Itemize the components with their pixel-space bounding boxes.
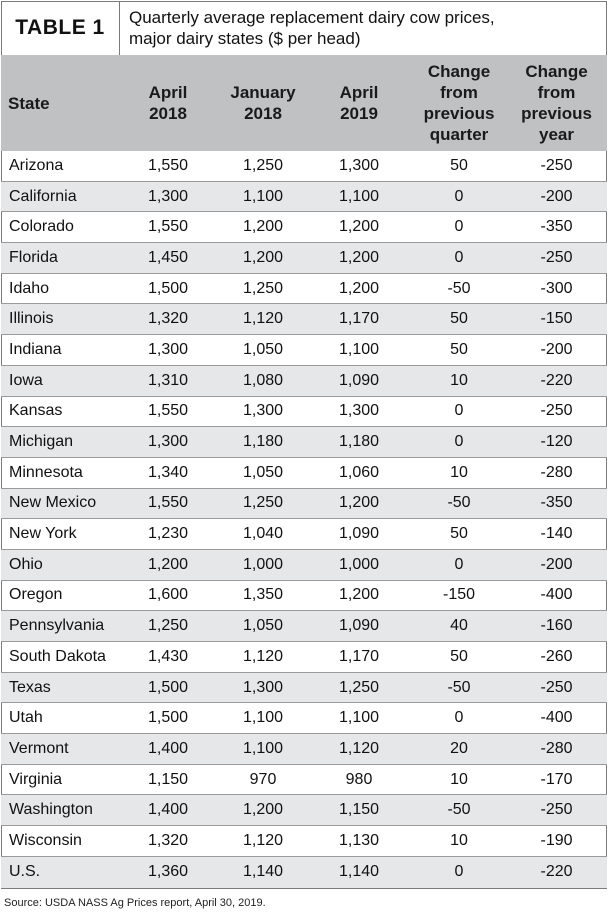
cell-change-year: -250 <box>540 248 573 266</box>
header-april-2018 <box>119 55 217 151</box>
cell-january-2018: 1,300 <box>242 678 284 696</box>
cell-state: Texas <box>9 678 51 696</box>
cell-january-2018: 1,200 <box>242 248 284 266</box>
table-row <box>1 519 607 550</box>
cell-state: South Dakota <box>9 647 106 665</box>
cell-state: Washington <box>9 801 93 819</box>
cell-april-2018: 1,300 <box>147 340 189 358</box>
cell-state: Iowa <box>9 371 43 389</box>
cell-change-quarter: 0 <box>454 863 464 881</box>
cell-april-2018: 1,230 <box>147 525 189 543</box>
table-body <box>1 151 607 888</box>
cell-april-2019: 980 <box>345 770 373 788</box>
cell-april-2018: 1,310 <box>147 371 189 389</box>
title-divider <box>119 1 120 55</box>
cell-april-2018: 1,320 <box>147 310 189 328</box>
cell-state: New York <box>9 525 77 543</box>
table-row <box>1 611 607 642</box>
cell-april-2018: 1,600 <box>147 586 189 604</box>
cell-state: U.S. <box>9 863 41 881</box>
cell-april-2018: 1,200 <box>147 555 189 573</box>
cell-january-2018: 1,050 <box>242 617 284 635</box>
cell-january-2018: 1,120 <box>242 831 284 849</box>
cell-april-2018: 1,450 <box>147 248 189 266</box>
cell-april-2019: 1,100 <box>338 709 380 727</box>
cell-change-quarter: 10 <box>450 371 468 389</box>
cell-change-quarter: 0 <box>454 402 464 420</box>
cell-april-2019: 1,100 <box>338 340 380 358</box>
header-line: 2019 <box>340 104 378 123</box>
table-row <box>1 795 607 826</box>
cell-state: Virginia <box>9 770 63 788</box>
header-line: 2018 <box>149 104 187 123</box>
header-line: previous <box>423 104 495 123</box>
table-row <box>1 243 607 274</box>
table-title <box>129 7 599 49</box>
cell-january-2018: 970 <box>249 770 277 788</box>
cell-change-year: -120 <box>540 433 573 451</box>
cell-change-year: -170 <box>540 770 573 788</box>
cell-state: Michigan <box>9 433 74 451</box>
header-january-2018 <box>213 55 313 151</box>
cell-change-year: -160 <box>540 617 573 635</box>
cell-change-year: -200 <box>540 340 573 358</box>
cell-april-2019: 1,300 <box>338 156 380 174</box>
cell-april-2018: 1,300 <box>147 187 189 205</box>
cell-april-2018: 1,550 <box>147 218 189 236</box>
cell-january-2018: 1,250 <box>242 156 284 174</box>
cell-april-2019: 1,170 <box>338 647 380 665</box>
table-row <box>1 397 607 428</box>
cell-state: Indiana <box>9 340 62 358</box>
cell-april-2019: 1,170 <box>338 310 380 328</box>
cell-april-2019: 1,090 <box>338 617 380 635</box>
cell-change-year: -150 <box>540 310 573 328</box>
cell-change-quarter: -50 <box>447 279 471 297</box>
table-title-line-1: Quarterly average replacement dairy cow prices, <box>129 8 495 27</box>
cell-january-2018: 1,050 <box>242 463 284 481</box>
cell-april-2019: 1,200 <box>338 218 380 236</box>
table-number-label: TABLE 1 <box>15 16 105 39</box>
cell-january-2018: 1,050 <box>242 340 284 358</box>
cell-change-quarter: -50 <box>447 801 471 819</box>
cell-april-2019: 1,130 <box>338 831 380 849</box>
cell-january-2018: 1,080 <box>242 371 284 389</box>
cell-change-quarter: 50 <box>450 156 468 174</box>
cell-state: Oregon <box>9 586 63 604</box>
cell-change-quarter: 50 <box>450 647 468 665</box>
cell-state: Wisconsin <box>9 831 82 849</box>
cell-change-year: -400 <box>540 709 573 727</box>
cell-january-2018: 1,250 <box>242 279 284 297</box>
table-header <box>1 55 607 151</box>
cell-change-year: -250 <box>540 801 573 819</box>
cell-change-year: -190 <box>540 831 573 849</box>
source-note: Source: USDA NASS Ag Prices report, April 30, 2019. <box>4 897 266 909</box>
cell-change-quarter: 50 <box>450 340 468 358</box>
cell-state: Vermont <box>9 739 69 757</box>
table-row <box>1 212 607 243</box>
cell-january-2018: 1,100 <box>242 187 284 205</box>
cell-state: Colorado <box>9 218 74 236</box>
cell-april-2019: 1,100 <box>338 187 380 205</box>
cell-state: Ohio <box>9 555 43 573</box>
cell-change-quarter: 10 <box>450 831 468 849</box>
table-row <box>1 304 607 335</box>
table-row <box>1 703 607 734</box>
cell-april-2018: 1,430 <box>147 647 189 665</box>
table-title-line-2: major dairy states ($ per head) <box>129 29 361 48</box>
cell-state: New Mexico <box>9 494 97 512</box>
table-row <box>1 335 607 366</box>
cell-january-2018: 1,200 <box>242 218 284 236</box>
cell-january-2018: 1,200 <box>242 801 284 819</box>
table-row <box>1 489 607 520</box>
cell-change-quarter: 40 <box>450 617 468 635</box>
table-row <box>1 366 607 397</box>
cell-state: Minnesota <box>9 463 83 481</box>
cell-april-2019: 1,200 <box>338 248 380 266</box>
cell-change-quarter: 0 <box>454 555 464 573</box>
cell-change-quarter: 50 <box>450 310 468 328</box>
header-line: previous <box>521 104 592 123</box>
cell-april-2018: 1,250 <box>147 617 189 635</box>
cell-january-2018: 1,120 <box>242 647 284 665</box>
header-line: quarter <box>429 125 489 144</box>
cell-change-quarter: 0 <box>454 248 464 266</box>
table-row <box>1 151 607 182</box>
cell-january-2018: 1,140 <box>242 863 284 881</box>
cell-change-quarter: -50 <box>447 678 471 696</box>
cell-april-2019: 1,300 <box>338 402 380 420</box>
header-change-quarter <box>406 55 512 151</box>
cell-april-2018: 1,340 <box>147 463 189 481</box>
cell-april-2019: 1,060 <box>338 463 380 481</box>
cell-change-year: -280 <box>540 463 573 481</box>
cell-april-2019: 1,120 <box>338 739 380 757</box>
table-row <box>1 642 607 673</box>
table-row <box>1 458 607 489</box>
cell-april-2019: 1,200 <box>338 586 380 604</box>
cell-april-2018: 1,360 <box>147 863 189 881</box>
cell-change-year: -400 <box>540 586 573 604</box>
table-row <box>1 673 607 704</box>
cell-change-year: -300 <box>540 279 573 297</box>
cell-state: Kansas <box>9 402 63 420</box>
table-row <box>1 427 607 458</box>
cell-january-2018: 1,180 <box>242 433 284 451</box>
header-line: April <box>148 83 188 102</box>
table-row <box>1 274 607 305</box>
cell-april-2019: 1,000 <box>338 555 380 573</box>
cell-change-year: -250 <box>540 156 573 174</box>
cell-april-2019: 1,150 <box>338 801 380 819</box>
cell-change-quarter: 0 <box>454 709 464 727</box>
cell-state: Illinois <box>9 310 54 328</box>
cell-january-2018: 1,300 <box>242 402 284 420</box>
cell-january-2018: 1,100 <box>242 739 284 757</box>
cell-change-quarter: -50 <box>447 494 471 512</box>
cell-change-quarter: 10 <box>450 770 468 788</box>
cell-april-2019: 1,090 <box>338 525 380 543</box>
cell-april-2018: 1,500 <box>147 709 189 727</box>
table-row <box>1 550 607 581</box>
table-row <box>1 826 607 857</box>
cell-state: Idaho <box>9 279 50 297</box>
cell-april-2019: 1,200 <box>338 279 380 297</box>
header-line: April <box>339 83 379 102</box>
header-line: year <box>539 125 574 144</box>
cell-change-year: -280 <box>540 739 573 757</box>
cell-state: California <box>9 187 77 205</box>
header-line: January <box>230 83 296 102</box>
cell-change-year: -200 <box>540 555 573 573</box>
cell-state: Arizona <box>9 156 64 174</box>
cell-change-year: -140 <box>540 525 573 543</box>
cell-april-2019: 1,140 <box>338 863 380 881</box>
table-row <box>1 581 607 612</box>
header-change-year <box>506 55 607 151</box>
cell-january-2018: 1,120 <box>242 310 284 328</box>
cell-state: Florida <box>9 248 58 266</box>
cell-january-2018: 1,000 <box>242 555 284 573</box>
cell-april-2018: 1,550 <box>147 156 189 174</box>
cell-change-quarter: -150 <box>442 586 476 604</box>
cell-change-quarter: 0 <box>454 187 464 205</box>
cell-april-2019: 1,090 <box>338 371 380 389</box>
cell-change-year: -250 <box>540 402 573 420</box>
cell-april-2018: 1,400 <box>147 801 189 819</box>
cell-change-year: -220 <box>540 863 573 881</box>
header-april-2019 <box>311 55 407 151</box>
header-line: from <box>440 83 478 102</box>
cell-april-2019: 1,180 <box>338 433 380 451</box>
cell-january-2018: 1,250 <box>242 494 284 512</box>
cell-january-2018: 1,040 <box>242 525 284 543</box>
table-title-bar <box>1 1 607 55</box>
cell-state: Pennsylvania <box>9 617 105 635</box>
cell-change-quarter: 10 <box>450 463 468 481</box>
header-line: 2018 <box>244 104 282 123</box>
cell-april-2018: 1,300 <box>147 433 189 451</box>
cell-change-quarter: 0 <box>454 433 464 451</box>
cell-change-year: -220 <box>540 371 573 389</box>
table-row <box>1 857 607 888</box>
table-row <box>1 182 607 213</box>
table-row <box>1 765 607 796</box>
cell-april-2018: 1,150 <box>147 770 189 788</box>
cell-april-2018: 1,500 <box>147 678 189 696</box>
cell-state: Utah <box>9 709 43 727</box>
cell-change-year: -350 <box>540 494 573 512</box>
cell-change-year: -250 <box>540 678 573 696</box>
header-line: Change <box>525 62 588 81</box>
header-state: State <box>8 93 50 113</box>
header-line: Change <box>427 62 491 81</box>
cell-change-quarter: 0 <box>454 218 464 236</box>
cell-april-2018: 1,400 <box>147 739 189 757</box>
table-row <box>1 734 607 765</box>
cell-april-2018: 1,500 <box>147 279 189 297</box>
cell-change-quarter: 50 <box>450 525 468 543</box>
cell-april-2019: 1,250 <box>338 678 380 696</box>
header-line: from <box>537 83 576 102</box>
cell-change-year: -200 <box>540 187 573 205</box>
cell-change-year: -260 <box>540 647 573 665</box>
cell-january-2018: 1,100 <box>242 709 284 727</box>
cell-change-year: -350 <box>540 218 573 236</box>
cell-april-2018: 1,320 <box>147 831 189 849</box>
cell-change-quarter: 20 <box>450 739 468 757</box>
cell-april-2019: 1,200 <box>338 494 380 512</box>
cell-april-2018: 1,550 <box>147 494 189 512</box>
cell-april-2018: 1,550 <box>147 402 189 420</box>
cell-january-2018: 1,350 <box>242 586 284 604</box>
